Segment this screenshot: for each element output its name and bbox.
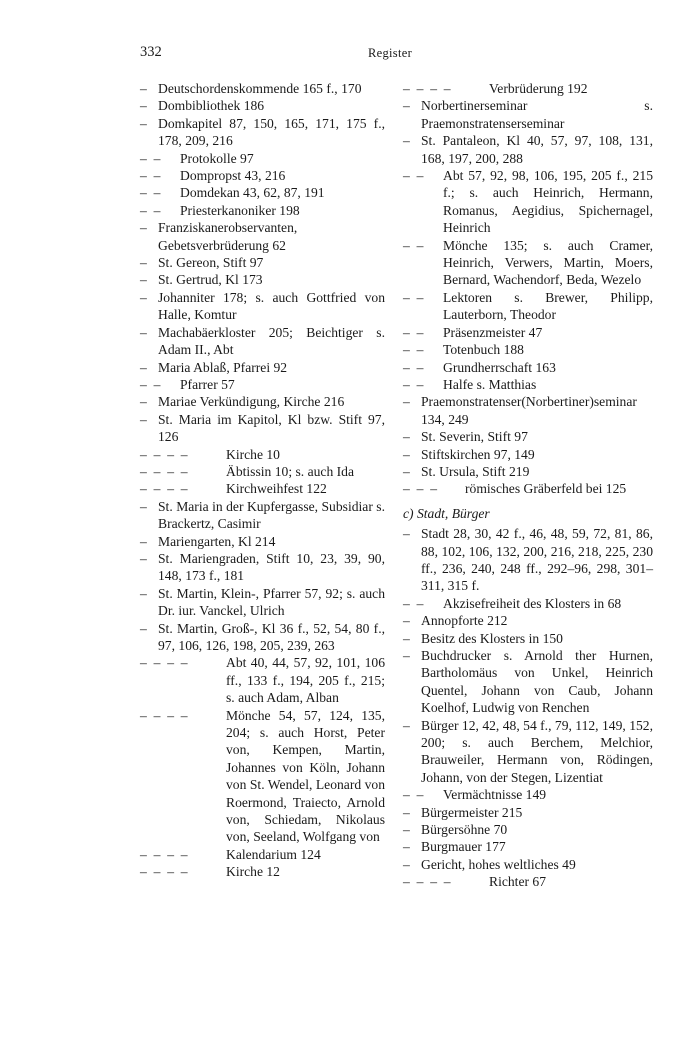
entry-text: Kalendarium 124 [226,846,321,862]
index-entry [140,97,385,114]
index-column-left [140,80,385,881]
level-dash: – – – – [140,655,188,671]
level-dash: – [403,839,410,855]
level-dash: – [140,359,147,375]
entry-text: Mönche 54, 57, 124, 135, 204; s. auch Horst, Peter von, Kempen, Martin, Johannes von Köln, Johann von St. Wendel, Leonard von Roermond, Traiecto, Arnold von, Schiedam, Nikolaus von, Seeland, Wolfgang von [226,707,385,845]
index-entry [140,707,385,846]
index-entry [140,654,385,706]
level-dash: – [403,98,410,114]
entry-text: Lektoren s. Brewer, Philipp, Lauterborn, Theodor [443,289,653,323]
entry-text: St. Severin, Stift 97 [421,429,528,445]
entry-text: Domkapitel 87, 150, 165, 171, 175 f., 178, 209, 216 [158,115,385,149]
entry-text: Bürgermeister 215 [421,804,523,820]
index-entry [403,237,653,289]
index-entry [403,167,653,237]
entry-text: St. Martin, Klein-, Pfarrer 57, 92; s. auch Dr. iur. Vanckel, Ulrich [158,585,385,619]
entry-text: Mönche 135; s. auch Cramer, Heinrich, Verwers, Martin, Moers, Bernard, Wachendorf, Beda, Wezelo [443,237,653,288]
entry-text: Annopforte 212 [421,613,508,629]
index-entry [403,376,653,393]
level-dash: – – [140,376,161,392]
entry-text: römisches Gräberfeld bei 125 [465,481,627,497]
index-entry [403,717,653,787]
level-dash: – – [403,324,424,340]
index-entry [140,550,385,585]
entry-text: St. Mariengraden, Stift 10, 23, 39, 90, 148, 173 f., 181 [158,550,385,584]
level-dash: – – [403,237,424,253]
index-entry [140,393,385,410]
level-dash: – – – – [403,874,451,890]
level-dash: – [140,98,147,114]
index-entry [140,533,385,550]
level-dash: – [140,220,147,236]
entry-text: St. Pantaleon, Kl 40, 57, 97, 108, 131, 168, 197, 200, 288 [421,133,653,166]
entry-text: Machabäerkloster 205; Beichtiger s. Adam II., Abt [158,324,385,358]
index-entry [403,393,653,428]
level-dash: – – – – [140,864,188,880]
level-dash: – – – – [140,707,188,723]
level-dash: – [140,81,147,96]
level-dash: – – – – [140,446,188,462]
level-dash: – – [403,787,424,803]
level-dash: – [403,856,410,872]
level-dash: – [140,550,147,566]
entry-text: St. Maria in der Kupfergasse, Subsidiar s. Brackertz, Casimir [158,498,385,532]
index-entry [140,115,385,150]
index-entry [403,821,653,838]
entry-text: Johanniter 178; s. auch Gottfried von Halle, Komtur [158,289,385,323]
level-dash: – [403,446,410,462]
level-dash: – [403,648,410,663]
index-entry [140,271,385,288]
index-entry [140,585,385,620]
entry-text: Dombibliothek 186 [158,98,265,114]
index-entry [140,80,385,97]
level-dash: – – [140,168,161,184]
entry-text: Äbtissin 10; s. auch Ida [226,463,354,479]
entry-text: Abt 40, 44, 57, 92, 101, 106 ff., 133 f., 194, 205 f., 215; s. auch Adam, Alban [226,655,385,706]
entry-text: Praemonstratenser(Norbertiner)seminar 134, 249 [421,394,637,427]
index-entry [403,341,653,358]
entry-text: Pfarrer 57 [180,376,235,392]
index-column-right [403,80,653,891]
level-dash: – [403,394,410,410]
index-entry [140,411,385,446]
index-entry [403,480,653,497]
level-dash: – [140,533,147,549]
level-dash: – – [403,168,424,184]
level-dash: – [403,630,410,646]
index-entry [403,446,653,463]
index-entry [140,863,385,880]
level-dash: – [140,255,147,271]
index-entry [403,463,653,480]
entry-text: Stiftskirchen 97, 149 [421,446,535,462]
entry-text: Totenbuch 188 [443,342,524,358]
entry-text: Vermächtnisse 149 [443,787,547,803]
level-dash: – [140,324,147,340]
level-dash: – – – – [403,81,451,96]
entry-text: Kirche 10 [226,446,280,462]
level-dash: – [403,463,410,479]
level-dash: – – [140,150,161,166]
level-dash: – [403,717,410,733]
index-entry [403,97,653,132]
level-dash: – [140,411,147,427]
index-entry [140,446,385,463]
entry-text: Gericht, hohes weltliches 49 [421,856,576,872]
index-entry [140,167,385,184]
level-dash: – – [403,289,424,305]
index-entry [140,324,385,359]
index-entry [140,846,385,863]
index-entry [403,359,653,376]
entry-text: Halfe s. Matthias [443,376,537,392]
entry-text: St. Martin, Groß-, Kl 36 f., 52, 54, 80 f., 97, 106, 126, 198, 205, 239, 263 [158,620,385,653]
index-entry [403,856,653,873]
level-dash: – – – – [140,846,188,862]
entry-text: St. Gereon, Stift 97 [158,255,264,271]
index-entry [403,630,653,647]
entry-text: Maria Ablaß, Pfarrei 92 [158,359,288,375]
level-dash: – [403,526,410,542]
entry-text: Richter 67 [489,874,547,890]
level-dash: – [403,613,410,629]
index-entry [403,612,653,629]
level-dash: – – [403,359,424,375]
level-dash: – – [403,595,424,611]
entry-text: Abt 57, 92, 98, 106, 195, 205 f., 215 f.; s. auch Heinrich, Hermann, Romanus, Aegidius, Spichernagel, Heinrich [443,168,653,236]
entry-text: Protokolle 97 [180,150,254,166]
index-entry [403,595,653,612]
entry-text: Buchdrucker s. Arnold ther Hurnen, Bartholomäus von Unkel, Heinrich Quentel, Johann von Caub, Johann Koelhof, Ludwig von Renchen [421,648,653,716]
index-entry [140,463,385,480]
entry-text: Präsenzmeister 47 [443,324,543,340]
entry-text: St. Gertrud, Kl 173 [158,272,263,288]
page-number: 332 [140,44,162,60]
level-dash: – – [403,376,424,392]
index-entry [140,480,385,497]
index-entry [140,150,385,167]
level-dash: – [403,429,410,445]
level-dash: – [140,115,147,131]
index-entry [140,359,385,376]
level-dash: – [140,272,147,288]
entry-text: Dompropst 43, 216 [180,168,286,184]
index-entry [140,184,385,201]
entry-text: Bürger 12, 42, 48, 54 f., 79, 112, 149, 152, 200; s. auch Berchem, Melchior, Brauweiler, Hermann von, Rödingen, Johann, von der Stegen, Lizentiat [421,717,653,785]
index-entry [403,525,653,595]
index-entry [403,647,653,717]
index-entry [140,254,385,271]
index-entry [140,376,385,393]
entry-text: Bürgersöhne 70 [421,822,508,838]
running-head: Register [368,46,413,60]
entry-text: Kirche 12 [226,864,280,880]
index-entry [403,132,653,167]
index-entry [403,873,653,890]
index-entry [403,838,653,855]
entry-text: St. Maria im Kapitol, Kl bzw. Stift 97, 126 [158,411,385,445]
level-dash: – – – – [140,481,188,497]
index-entry [403,80,653,97]
entry-text: Priesterkanoniker 198 [180,202,300,218]
index-entry [140,498,385,533]
level-dash: – [140,394,147,410]
index-entry [403,289,653,324]
entry-text: Akzisefreiheit des Klosters in 68 [443,595,622,611]
level-dash: – [403,804,410,820]
level-dash: – – – – [140,463,188,479]
index-entry [403,428,653,445]
level-dash: – [403,133,410,149]
entry-text: Besitz des Klosters in 150 [421,630,563,646]
entry-text: Mariae Verkündigung, Kirche 216 [158,394,345,410]
level-dash: – [140,289,147,305]
level-dash: – [140,585,147,601]
index-entry [403,804,653,821]
entry-text: Deutschordenskommende 165 f., 170 [158,81,362,96]
entry-text: Stadt 28, 30, 42 f., 46, 48, 59, 72, 81, 86, 88, 102, 106, 132, 200, 216, 218, 225, 230 ff., 236, 240, 248 ff., 292–96, 298, 301–311, 315 f. [421,526,653,594]
index-entry [140,620,385,655]
entry-text: Domdekan 43, 62, 87, 191 [180,185,325,201]
level-dash: – [403,822,410,838]
index-entry [140,202,385,219]
level-dash: – [140,498,147,514]
entry-text: Grundherrschaft 163 [443,359,556,375]
level-dash: – [140,620,147,636]
entry-text: St. Ursula, Stift 219 [421,463,530,479]
level-dash: – – [140,202,161,218]
index-entry [140,289,385,324]
entry-text: Burgmauer 177 [421,839,506,855]
index-entry [403,786,653,803]
level-dash: – – [403,342,424,358]
level-dash: – – [140,185,161,201]
entry-text: Verbrüderung 192 [489,81,588,96]
entry-text: Franziskanerobservanten, Gebetsverbrüderung 62 [158,220,298,253]
entry-text: Mariengarten, Kl 214 [158,533,276,549]
entry-text: Kirchweihfest 122 [226,481,327,497]
section-heading: c) Stadt, Bürger [403,505,490,521]
level-dash: – – – [403,481,437,497]
index-entry [403,324,653,341]
entry-text: Norbertinerseminar s. Praemonstratenserseminar [421,98,653,131]
index-entry [140,219,385,254]
